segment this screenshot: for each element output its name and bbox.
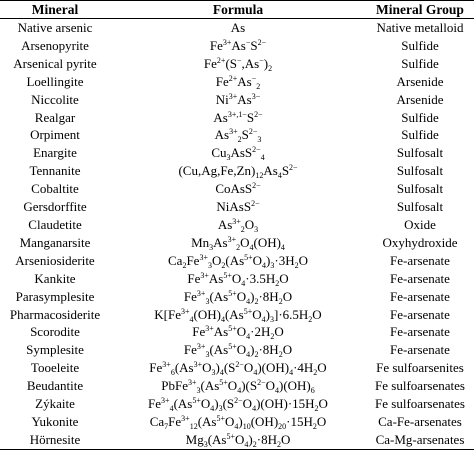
- mineral-group: Fe-arsenate: [390, 288, 450, 304]
- table-row: [0, 126, 474, 144]
- table-row: [0, 431, 474, 449]
- mineral-formula: $(Cu,Ag,Fe,Zn)_{12}As_4S^{2-}$: [178, 163, 298, 181]
- mineral-formula: NiAsS$^{2-}$: [216, 199, 260, 215]
- table-row: [0, 413, 474, 431]
- mineral-group: Sulfosalt: [396, 181, 444, 197]
- table-row: [0, 288, 474, 306]
- mineral-group: Fe-arsenate: [390, 306, 450, 322]
- table-row: [0, 234, 474, 252]
- mineral-name: Arseniosiderite: [15, 252, 95, 268]
- mineral-formula: $Mn_3As^{3+}_2O_4(OH)_4$: [191, 234, 285, 252]
- mineral-name: Scorodite: [30, 324, 80, 340]
- mineral-formula: $Fe^{3+}As^-S^{2-}$: [209, 37, 267, 53]
- table-row: [0, 341, 474, 359]
- mineral-formula: $Fe^{2+}As^-_2$: [215, 73, 261, 91]
- mineral-formula: $As^{3+}_2O_3$: [217, 216, 259, 234]
- mineral-formula: $PbFe^{3+}_3(As^{5+}O_4)(S^{2-}O_4)(OH)_6$: [161, 378, 315, 396]
- table-row: [0, 216, 474, 234]
- mineral-formula: $Mg_3(As^{5+}O_4)_2\cdot 8H_2O$: [185, 431, 291, 449]
- mineral-group: Sulfosalt: [396, 145, 444, 161]
- mineral-formula: $Fe^{3+}_3(As^{5+}O_4)_2\cdot 8H_2O$: [183, 288, 293, 306]
- mineral-group: Arsenide: [396, 91, 444, 107]
- mineral-formula: $Fe^{2+}(S^-,As^-)_2$: [203, 55, 273, 73]
- mineral-group: Fe-arsenate: [390, 252, 450, 268]
- header-formula: Formula: [212, 2, 264, 17]
- table-row: [0, 306, 474, 324]
- mineral-formula: $Fe^{3+}As^{5+}O_4\cdot 3.5H_2O$: [187, 270, 289, 288]
- table-row: [0, 37, 474, 55]
- mineral-name: Gersdorffite: [23, 199, 87, 215]
- mineral-name: Tennanite: [29, 163, 81, 179]
- mineral-group: Sulfosalt: [396, 199, 444, 215]
- mineral-group: Sulfide: [401, 55, 439, 71]
- table-row: [0, 395, 474, 413]
- table-row: [0, 180, 474, 198]
- mineral-formula: $As^{3+,1-}S^{2-}$: [213, 109, 263, 125]
- mineral-formula: $Fe^{3+}As^{5+}O_4\cdot 2H_2O$: [192, 324, 284, 342]
- mineral-group: Fe-arsenate: [390, 342, 450, 358]
- table-row: [0, 162, 474, 180]
- mineral-name: Native arsenic: [17, 20, 93, 35]
- header-mineral: Mineral: [31, 2, 79, 17]
- mineral-formula: $Fe^{3+}_6(As^{3+}O_3)_4(S^{2-}O_4)(OH)_4\cdot 4H_2O$: [149, 360, 327, 378]
- mineral-name: Manganarsite: [19, 234, 91, 250]
- mineral-name: Loellingite: [26, 73, 84, 89]
- mineral-formula: $Cu_3AsS^{2-}_4$: [211, 145, 265, 163]
- table-row: [0, 91, 474, 109]
- table-row: [0, 198, 474, 216]
- mineral-name: Tooeleite: [30, 360, 80, 376]
- mineral-group: Sulfide: [401, 127, 439, 143]
- mineral-group: Fe sulfoarsenates: [375, 396, 465, 412]
- mineral-formula: $Ca_2Fe^{3+}_3O_2(As^{5+}O_4)_3\cdot 3H_2O$: [168, 252, 308, 270]
- mineral-name: Parasymplesite: [15, 288, 95, 304]
- mineral-group: Fe sulfoarsenites: [376, 360, 464, 376]
- table-row: [0, 377, 474, 395]
- mineral-group: Ca-Fe-arsenates: [378, 413, 462, 429]
- mineral-name: Realgar: [34, 109, 76, 125]
- mineral-name: Orpiment: [30, 127, 80, 143]
- mineral-formula: $Ca_7Fe^{3+}_{12}(As^{5+}O_4)_{10}(OH)_{20}\cdot 15H_2O$: [149, 413, 327, 431]
- table-row: [0, 270, 474, 288]
- mineral-formula: $Fe^{3+}_4(As^{5+}O_4)_3(S^{2-}O_4)(OH)\cdot 15H_2O$: [148, 396, 328, 413]
- mineral-name: Niccolite: [31, 91, 79, 107]
- table-row: [0, 323, 474, 341]
- table-body: [0, 19, 474, 450]
- mineral-name: Claudetite: [28, 216, 82, 232]
- mineral-group: Native metalloid: [376, 20, 464, 35]
- mineral-group: Sulfide: [401, 109, 439, 125]
- table-row: [0, 359, 474, 377]
- mineral-group: Ca-Mg-arsenates: [375, 431, 465, 447]
- table-row: [0, 109, 474, 127]
- mineral-name: Enargite: [33, 145, 77, 161]
- mineral-group: Oxyhydroxide: [382, 234, 458, 250]
- mineral-name: Arsenopyrite: [21, 37, 89, 53]
- mineral-name: Arsenical pyrite: [13, 55, 97, 71]
- header-row: [0, 1, 474, 19]
- mineral-group: Sulfosalt: [396, 163, 444, 179]
- header-group: Mineral Group: [376, 2, 464, 17]
- mineral-name: Yukonite: [31, 413, 79, 429]
- table-row: [0, 73, 474, 91]
- table-row: [0, 144, 474, 162]
- mineral-name: Symplesite: [26, 342, 84, 358]
- mineral-formula: CoAsS$^{2-}$: [215, 181, 261, 197]
- mineral-formula: As: [230, 20, 246, 35]
- mineral-name: Zýkaite: [35, 396, 75, 412]
- mineral-formula: $Ni^{3+}As^{3-}$: [215, 91, 261, 107]
- mineral-name: Cobaltite: [31, 181, 79, 197]
- mineral-formula: $K[Fe^{3+}_4(OH)_4(As^{5+}O_4)_3]\cdot 6.5H_2O$: [154, 306, 322, 324]
- mineral-name: Hörnesite: [29, 431, 81, 447]
- mineral-group: Arsenide: [396, 73, 444, 89]
- table-row: [0, 55, 474, 73]
- mineral-name: Kankite: [34, 270, 76, 286]
- mineral-group: Oxide: [404, 216, 436, 232]
- mineral-group: Fe sulfoarsenates: [375, 378, 465, 394]
- mineral-formula: $As^{3+}_2S^{2-}_3$: [214, 127, 262, 145]
- mineral-name: Beudantite: [26, 378, 84, 394]
- table-row: [0, 19, 474, 37]
- mineral-name: Pharmacosiderite: [9, 306, 101, 322]
- mineral-formula: $Fe^{3+}_3(As^{5+}O_4)_2\cdot 8H_2O$: [183, 342, 293, 360]
- mineral-group: Fe-arsenate: [390, 270, 450, 286]
- mineral-group: Sulfide: [401, 37, 439, 53]
- mineral-group: Fe-arsenate: [390, 324, 450, 340]
- table-row: [0, 252, 474, 270]
